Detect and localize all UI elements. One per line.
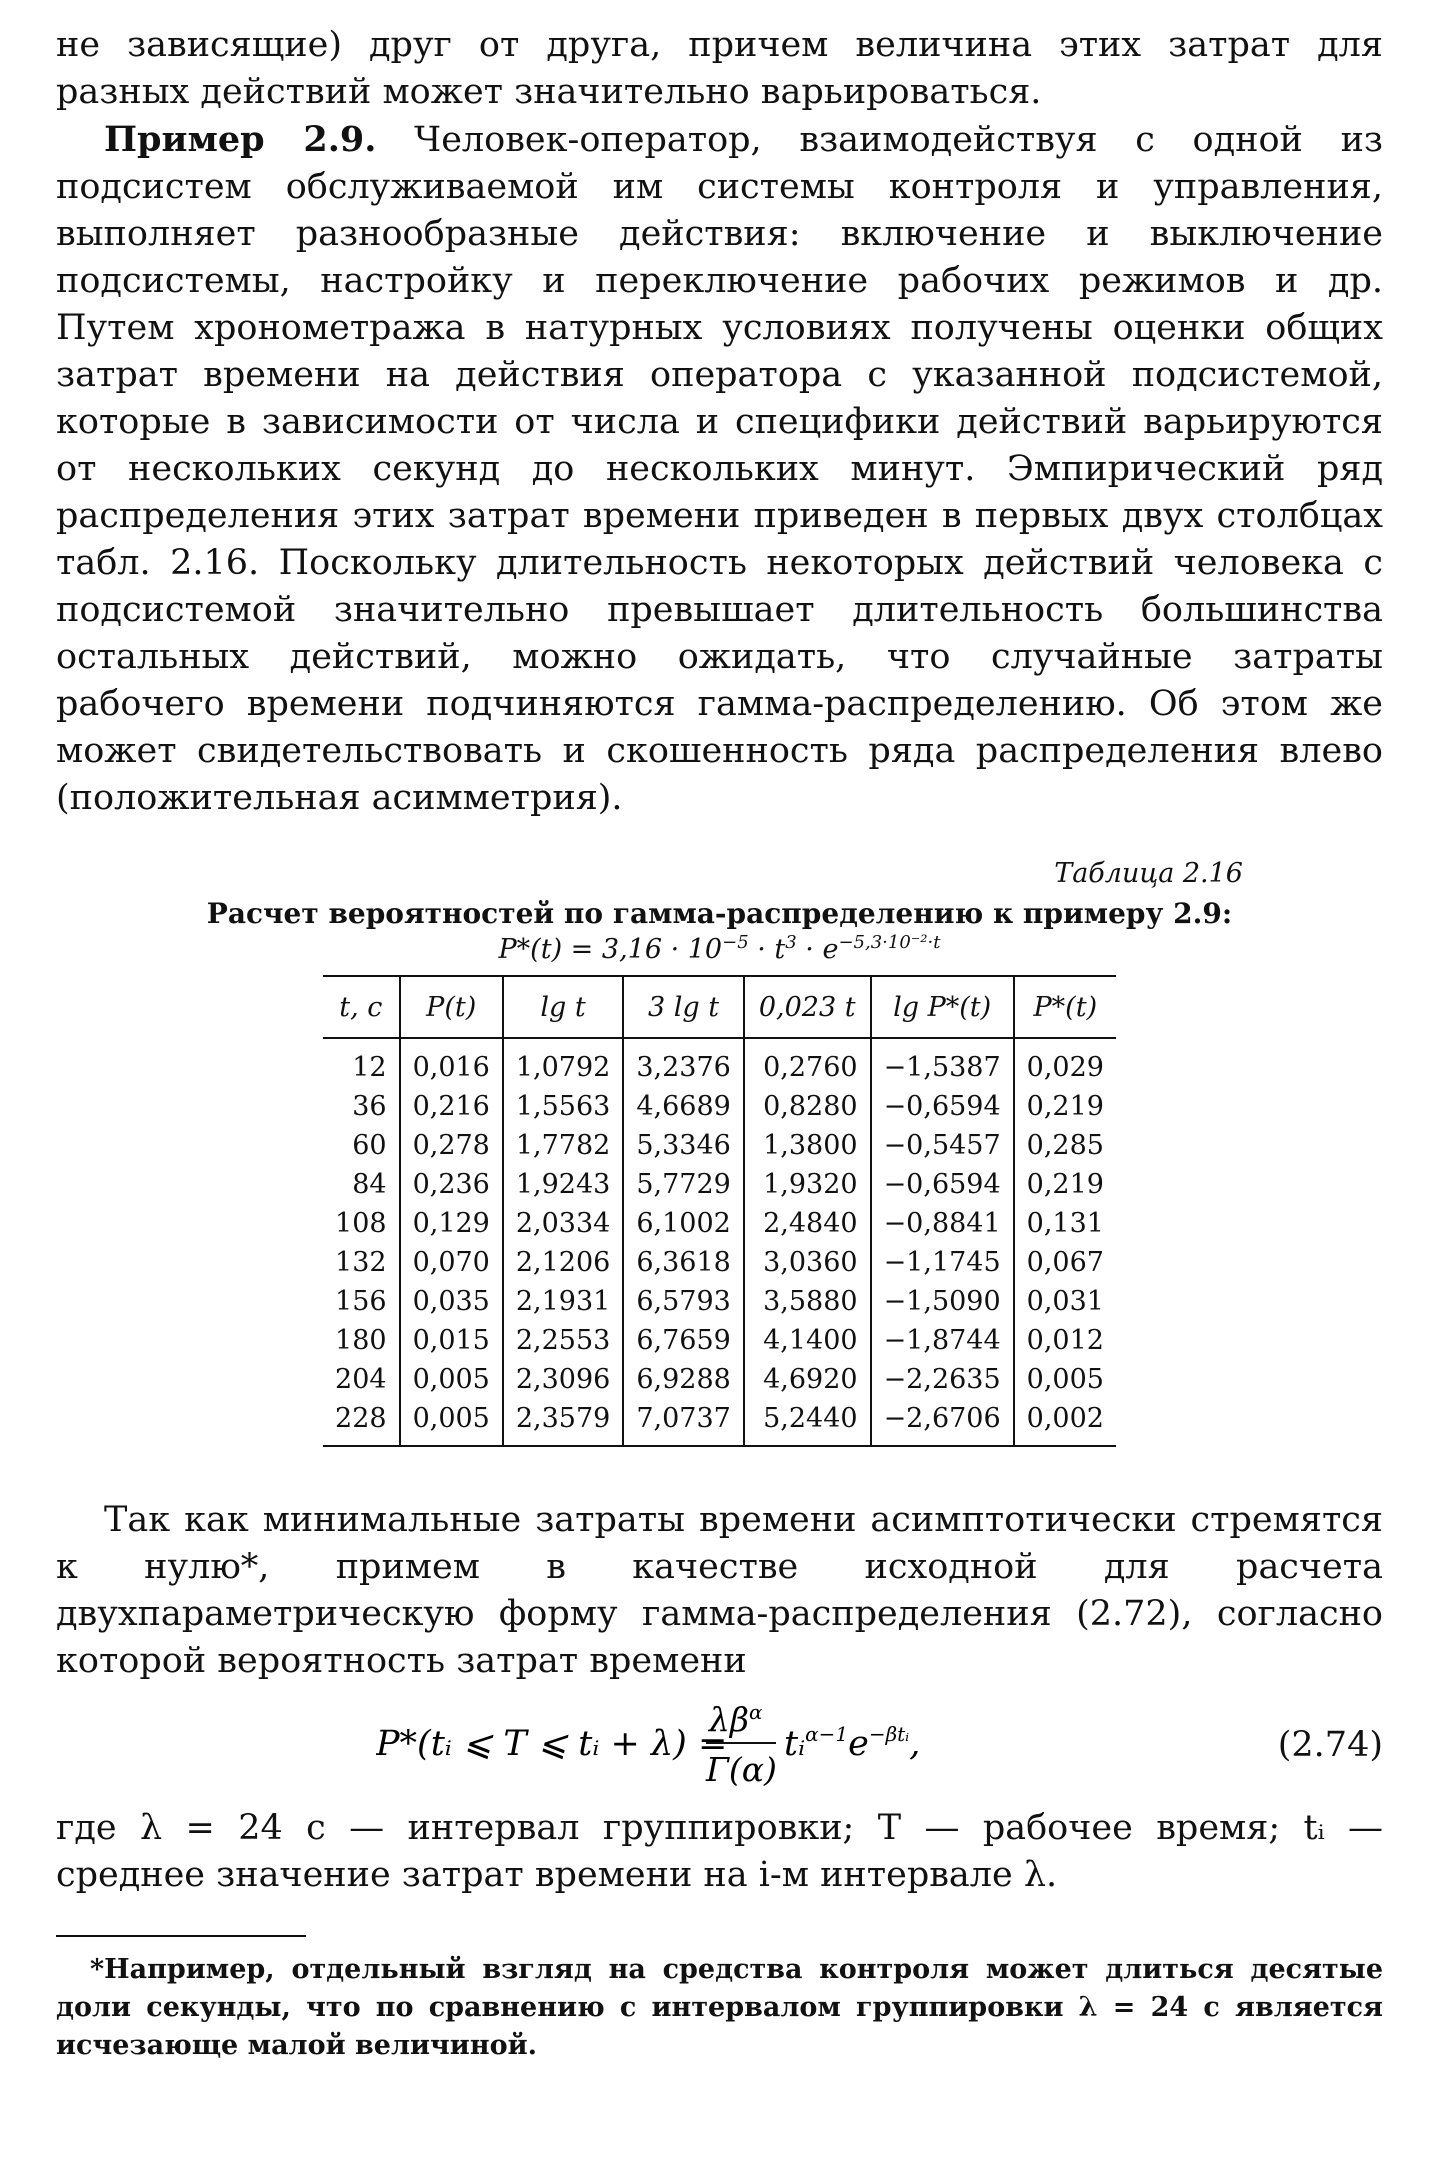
table-cell: 0,8280 <box>744 1087 871 1126</box>
table-cell: 0,285 <box>1014 1126 1116 1165</box>
table-cell: −2,2635 <box>871 1360 1014 1399</box>
table-cell: 0,005 <box>400 1360 503 1399</box>
example-paragraph <box>56 116 1383 822</box>
table-cell: 2,3096 <box>503 1360 623 1399</box>
table-cell: 0,005 <box>400 1399 503 1446</box>
table-cell: 4,6689 <box>623 1087 743 1126</box>
table-caption: Расчет вероятностей по гамма-распределению к примеру 2.9: <box>206 897 1233 930</box>
equation-body <box>376 1685 936 1805</box>
table-cell: 0,129 <box>400 1204 503 1243</box>
table-row <box>323 1038 1116 1087</box>
equation-denominator: Γ(α) <box>706 1750 777 1789</box>
footnote-rule <box>56 1935 306 1937</box>
table-cell: −0,6594 <box>871 1087 1014 1126</box>
example-label: Пример 2.9. <box>104 119 377 160</box>
table-cell: 2,0334 <box>503 1204 623 1243</box>
table-cell: 0,067 <box>1014 1243 1116 1282</box>
table-cell: 1,7782 <box>503 1126 623 1165</box>
equation-number: (2.74) <box>1277 1725 1383 1765</box>
table-row <box>323 1321 1116 1360</box>
table-row <box>323 1126 1116 1165</box>
table-row <box>323 1399 1116 1446</box>
table-cell: 5,3346 <box>623 1126 743 1165</box>
table-cell: 0,219 <box>1014 1165 1116 1204</box>
table-cell: 0,002 <box>1014 1399 1116 1446</box>
table-cell: 2,1206 <box>503 1243 623 1282</box>
table-block <box>56 858 1383 1447</box>
equation-lhs: P*(tᵢ ⩽ T ⩽ tᵢ + λ) = <box>376 1724 728 1764</box>
table-cell: 1,3800 <box>744 1126 871 1165</box>
table-cell: −0,8841 <box>871 1204 1014 1243</box>
header-pstar: P*(t) <box>1014 976 1116 1038</box>
footnote: *Например, отдельный взгляд на средства контроля может длиться десятые доли секунды, что по сравнению с интервалом группировки λ = 24 с является исчезающе малой величиной. <box>56 1954 1383 2061</box>
table-cell: 0,012 <box>1014 1321 1116 1360</box>
table-cell: 0,035 <box>400 1282 503 1321</box>
table-cell: 7,0737 <box>623 1399 743 1446</box>
table-cell: 132 <box>335 1247 387 1278</box>
example-text: Человек-оператор, взаимодействуя с одной из подсистем обслуживаемой им системы контроля и управления, выполняет разнообразные действия: включение и выключение подсистемы, настройку и переключение рабочих режимов и др. Путем хронометража в натурных условиях получены оценки общих затрат времени на действия оператора с указанной подсистемой, которые в зависимости от числа и специфики действий варьируются от нескольких секунд до нескольких минут. Эмпирический ряд распределения этих затрат времени приведен в первых двух столбцах табл. 2.16. Поскольку длительность некоторых действий человека с подсистемой значительно превышает длительность большинства остальных действий, можно ожидать, что случайные затраты рабочего времени подчиняются гамма-распределению. Об этом же может свидетельствовать и скошенность ряда распределения влево (положительная асимметрия). <box>56 120 1383 818</box>
header-lgpstar: lg P*(t) <box>871 976 1014 1038</box>
table-cell: −0,6594 <box>871 1165 1014 1204</box>
table-row <box>323 1204 1116 1243</box>
table-cell: 0,015 <box>400 1321 503 1360</box>
table-cell: −1,8744 <box>871 1321 1014 1360</box>
table-cell: 5,7729 <box>623 1165 743 1204</box>
table-cell: 0,236 <box>400 1165 503 1204</box>
probability-table <box>323 975 1116 1447</box>
table-cell: 3,5880 <box>744 1282 871 1321</box>
table-cell: 1,9320 <box>744 1165 871 1204</box>
table-cell: 84 <box>352 1169 387 1200</box>
table-cell: 1,0792 <box>503 1038 623 1087</box>
table-row <box>323 1243 1116 1282</box>
table-cell: −0,5457 <box>871 1126 1014 1165</box>
table-cell: 0,031 <box>1014 1282 1116 1321</box>
table-cell: −1,5387 <box>871 1038 1014 1087</box>
header-t: t, c <box>323 976 400 1038</box>
table-cell: −1,5090 <box>871 1282 1014 1321</box>
table-cell: 0,029 <box>1014 1038 1116 1087</box>
table-row <box>323 1360 1116 1399</box>
table-cell: −1,1745 <box>871 1243 1014 1282</box>
table-cell: 0,005 <box>1014 1360 1116 1399</box>
table-cell: 1,9243 <box>503 1165 623 1204</box>
table-cell: −2,6706 <box>871 1399 1014 1446</box>
table-row <box>323 1087 1116 1126</box>
table-cell: 1,5563 <box>503 1087 623 1126</box>
table-cell: 0,278 <box>400 1126 503 1165</box>
table-cell: 5,2440 <box>744 1399 871 1446</box>
equation-numerator: $\lambda\beta^\alpha$ <box>709 1700 763 1739</box>
table-cell: 204 <box>335 1364 387 1395</box>
table-cell: 4,6920 <box>744 1360 871 1399</box>
table-cell: 6,9288 <box>623 1360 743 1399</box>
table-cell: 0,219 <box>1014 1087 1116 1126</box>
table-cell: 6,3618 <box>623 1243 743 1282</box>
after-table-paragraph: Так как минимальные затраты времени асимптотически стремятся к нулю*, примем в качестве исходной для расчета двухпараметрическую форму гамма-распределения (2.72), согласно которой вероятность затрат времени <box>56 1500 1383 1681</box>
equation-2-74 <box>56 1685 1383 1805</box>
table-cell: 0,131 <box>1014 1204 1116 1243</box>
table-cell: 108 <box>335 1208 387 1239</box>
table-cell: 2,4840 <box>744 1204 871 1243</box>
header-3lgt: 3 lg t <box>623 976 743 1038</box>
table-cell: 3,2376 <box>623 1038 743 1087</box>
table-cell: 0,016 <box>400 1038 503 1087</box>
table-cell: 60 <box>352 1130 387 1161</box>
table-row <box>323 1282 1116 1321</box>
table-cell: 0,216 <box>400 1087 503 1126</box>
table-cell: 6,1002 <box>623 1204 743 1243</box>
table-formula: $P*(t) = 3,16 \cdot 10^{-5} \cdot t^3 \cdot e^{-5,3\cdot 10^{-2}\cdot t}$ <box>498 932 941 965</box>
table-body <box>323 1038 1116 1446</box>
table-cell: 6,5793 <box>623 1282 743 1321</box>
table-cell: 6,7659 <box>623 1321 743 1360</box>
table-cell: 12 <box>352 1052 387 1083</box>
intro-paragraph: не зависящие) друг от друга, причем величина этих затрат для разных действий может значительно варьироваться. <box>56 25 1383 112</box>
table-cell: 0,2760 <box>744 1038 871 1087</box>
table-cell: 2,2553 <box>503 1321 623 1360</box>
table-cell: 0,070 <box>400 1243 503 1282</box>
table-cell: 3,0360 <box>744 1243 871 1282</box>
where-paragraph: где λ = 24 с — интервал группировки; T — рабочее время; tᵢ — среднее значение затрат времени на i-м интервале λ. <box>56 1808 1383 1895</box>
header-0023t: 0,023 t <box>744 976 871 1038</box>
table-cell: 4,1400 <box>744 1321 871 1360</box>
table-cell: 156 <box>335 1286 387 1317</box>
equation-rhs: $tᵢ^{\alpha-1}e^{-\beta tᵢ}$, <box>784 1722 921 1764</box>
table-row <box>323 1165 1116 1204</box>
table-cell: 2,1931 <box>503 1282 623 1321</box>
table-header-row <box>323 976 1116 1038</box>
table-cell: 2,3579 <box>503 1399 623 1446</box>
header-lgt: lg t <box>503 976 623 1038</box>
header-p: P(t) <box>400 976 503 1038</box>
table-cell: 36 <box>352 1091 387 1122</box>
table-label: Таблица 2.16 <box>1054 858 1243 889</box>
equation-svg <box>376 1685 936 1805</box>
table-cell: 180 <box>335 1325 387 1356</box>
table-cell: 228 <box>323 1399 400 1446</box>
